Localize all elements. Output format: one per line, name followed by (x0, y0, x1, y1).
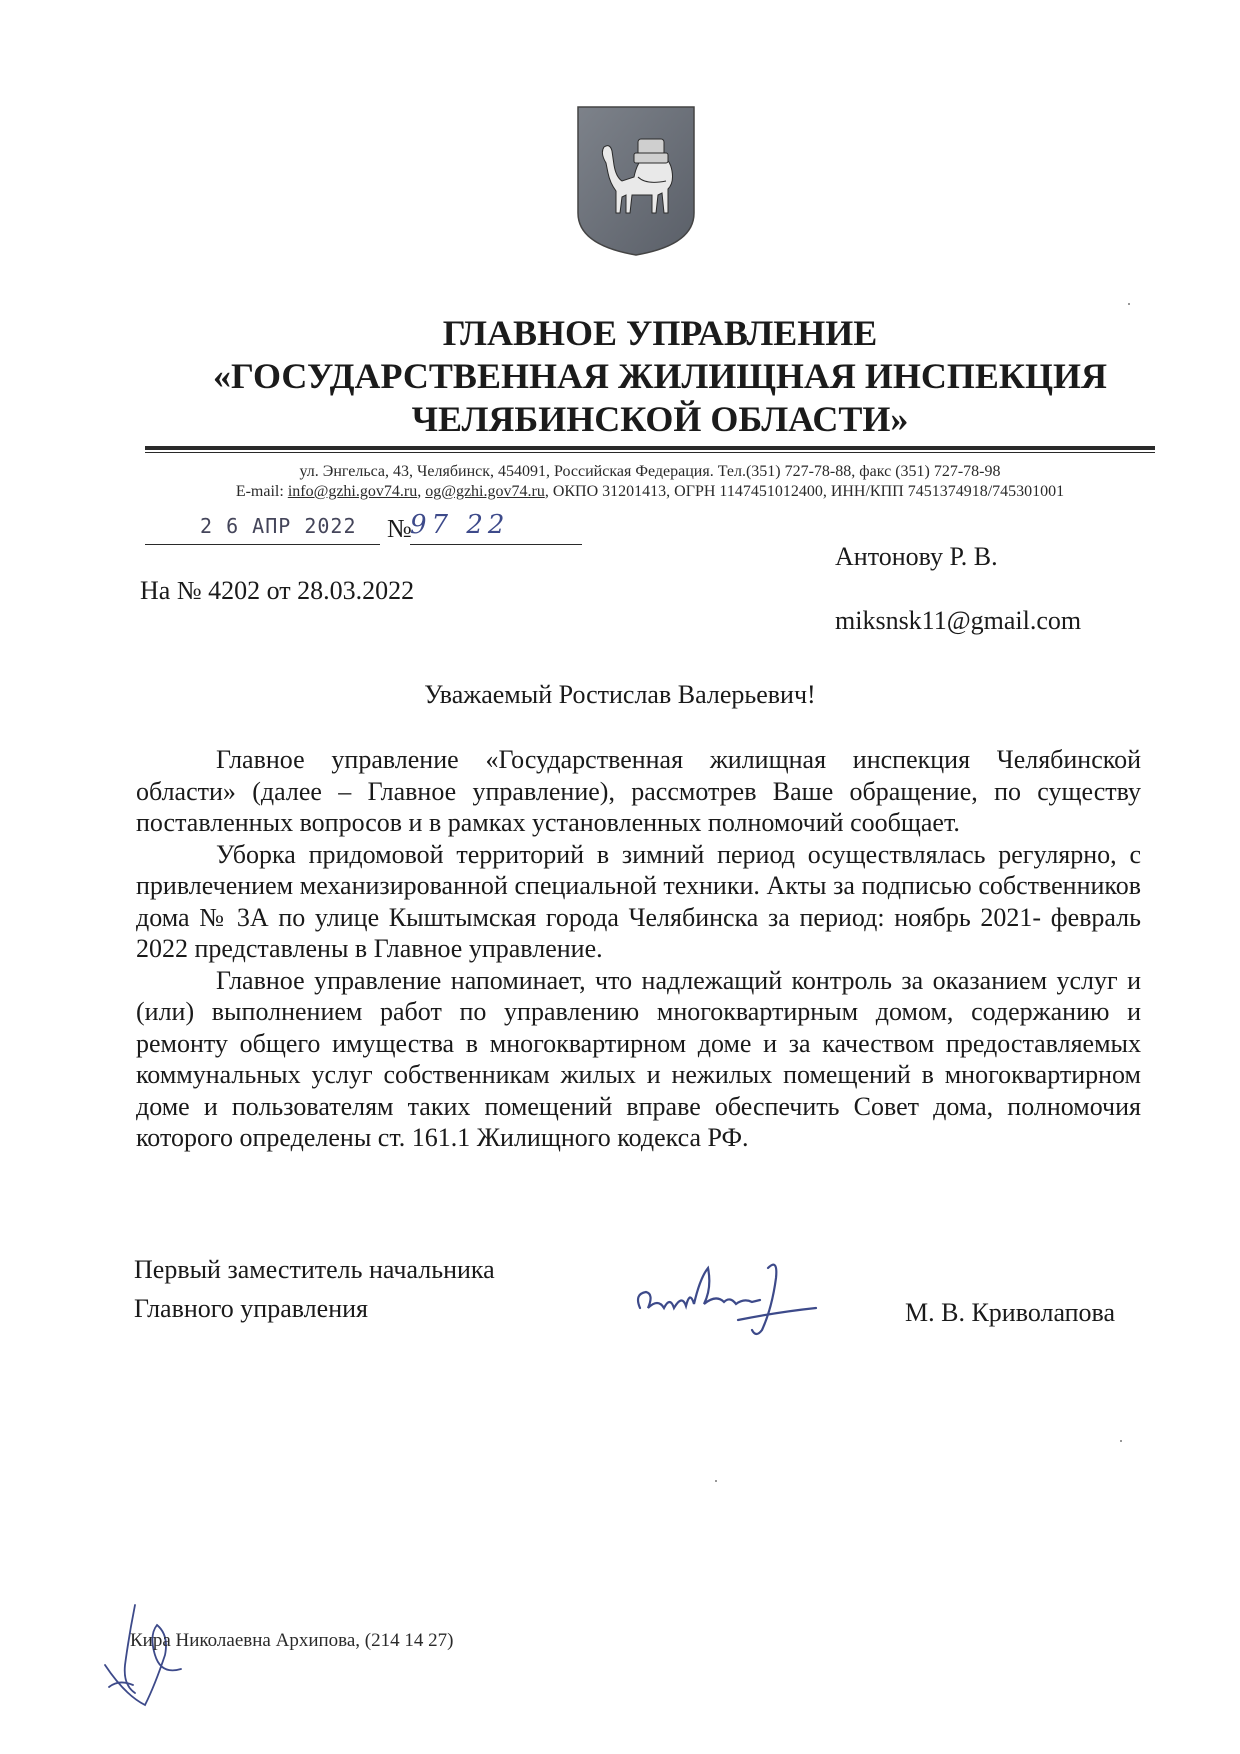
addressee-name: Антонову Р. В. (835, 542, 998, 571)
coat-of-arms-icon (576, 105, 696, 257)
scan-speck (1128, 303, 1130, 305)
email-link-info[interactable]: info@gzhi.gov74.ru (287, 483, 418, 500)
header-rule-thin (145, 452, 1155, 453)
number-underline (410, 544, 582, 545)
handwritten-initials-icon (95, 1595, 205, 1715)
handwritten-outgoing-number: 97 22 (410, 510, 510, 540)
signer-position-line: Первый заместитель начальника (134, 1255, 495, 1284)
email-label: E-mail: (235, 483, 288, 500)
organization-title (130, 312, 1190, 441)
signer-position-line: Главного управления (134, 1294, 368, 1323)
addressee-email: miksnsk11@gmail.com (835, 606, 1082, 635)
body-paragraph: Главное управление напоминает, что надлежащий контроль за оказанием услуг и (или) выполнением работ по управлению многоквартирным домом, содержанию и ремонту общего имущества в многоквартирном доме и за качеством предоставляемых коммунальных услуг собственникам жилых и нежилых помещений в многоквартирном доме и пользователям таких помещений вправе обеспечить Совет дома, полномочия которого определены ст. 161.1 Жилищного кодекса РФ. (136, 965, 1141, 1152)
registry-codes: , ОКПО 31201413, ОГРН 1147451012400, ИНН/КПП 7451374918/745301001 (544, 483, 1065, 500)
scan-speck (1120, 1440, 1122, 1442)
org-title-line: ГЛАВНОЕ УПРАВЛЕНИЕ (442, 313, 878, 353)
signer-position (134, 1250, 495, 1328)
scan-speck (715, 1480, 717, 1482)
salutation: Уважаемый Ростислав Валерьевич! (424, 680, 816, 709)
contact-details (140, 482, 1160, 502)
number-sign: № (387, 514, 412, 543)
signer-name: М. В. Криволапова (905, 1298, 1116, 1327)
date-stamp: 2 6 АПР 2022 (200, 514, 357, 538)
executor-info: Кира Николаевна Архипова, (214 14 27) (130, 1630, 454, 1651)
email-separator: , (417, 483, 426, 500)
body-paragraph: Уборка придомовой территорий в зимний период осуществлялась регулярно, с привлечением механизированной специальной техники. Акты за подписью собственников дома № 3А по улице Кыштымская города Челябинска за период: ноябрь 2021- февраль 2022 представлены в Главное управление. (136, 839, 1141, 963)
org-title-line: «ГОСУДАРСТВЕННАЯ ЖИЛИЩНАЯ ИНСПЕКЦИЯ (212, 356, 1108, 396)
email-link-og[interactable]: og@gzhi.gov74.ru (425, 483, 545, 500)
handwritten-signature-icon (628, 1238, 828, 1348)
body-paragraph: Главное управление «Государственная жилищная инспекция Челябинской области» (далее – Главное управление), рассмотрев Ваше обращение, по существу поставленных вопросов и в рамках установленных полномочий сообщает. (136, 745, 1141, 837)
reference-number: На № 4202 от 28.03.2022 (140, 576, 415, 605)
org-title-line: ЧЕЛЯБИНСКОЙ ОБЛАСТИ» (411, 399, 909, 439)
letter-body (136, 744, 1141, 1154)
date-underline (145, 544, 380, 545)
contact-address: ул. Энгельса, 43, Челябинск, 454091, Российская Федерация. Тел.(351) 727-78-88, факс (351) 727-78-98 (299, 463, 1001, 480)
header-rule-thick (145, 446, 1155, 450)
